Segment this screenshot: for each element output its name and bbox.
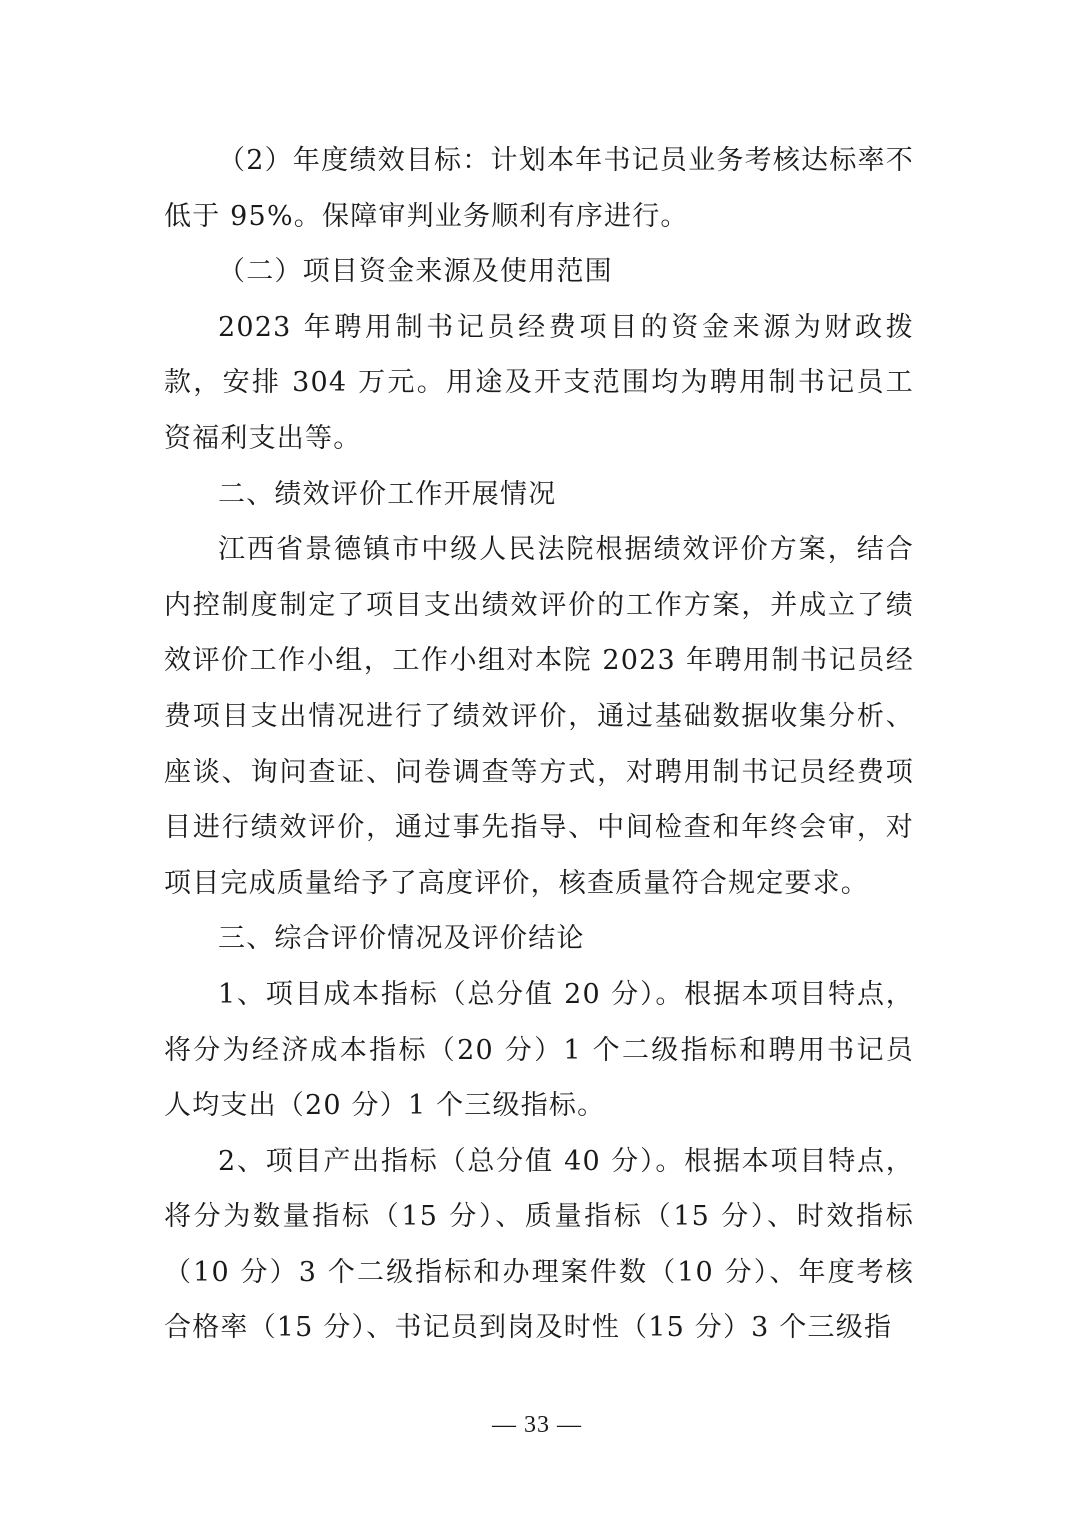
heading-evaluation-work: 二、绩效评价工作开展情况 [218,478,557,510]
paragraph-output-indicator: 2、项目产出指标（总分值 40 分）。根据本项目特点，将分为数量指标（15 分）、质量指标（15 分）、时效指标（10 分）3 个二级指标和办理案件数（10 分）、年度考核合格率（15 分）、书记员到岗及时性（15 分）3 个三级指 [164,1145,914,1344]
paragraph-fund-source: 2023 年聘用制书记员经费项目的资金来源为财政拨款，安排 304 万元。用途及开支范围均为聘用制书记员工资福利支出等。 [164,311,914,454]
document-body [164,133,914,1356]
heading-fund-source: （二）项目资金来源及使用范围 [218,256,613,288]
page-number: — 33 — [492,1412,582,1438]
paragraph-performance-target: （2）年度绩效目标：计划本年书记员业务考核达标率不低于 95%。保障审判业务顺利有序进行。 [164,145,914,232]
heading-comprehensive-evaluation: 三、综合评价情况及评价结论 [218,923,585,955]
paragraph-cost-indicator: 1、项目成本指标（总分值 20 分）。根据本项目特点，将分为经济成本指标（20 分）1 个二级指标和聘用书记员人均支出（20 分）1 个三级指标。 [164,978,914,1122]
paragraph-evaluation-work: 江西省景德镇市中级人民法院根据绩效评价方案，结合内控制度制定了项目支出绩效评价的工作方案，并成立了绩效评价工作小组，工作小组对本院 2023 年聘用制书记员经费项目支出情况进行了绩效评价，通过基础数据收集分析、座谈、询问查证、问卷调查等方式，对聘用制书记员经费项目进行绩效评价，通过事先指导、中间检查和年终会审，对项目完成质量给予了高度评价，核查质量符合规定要求。 [164,534,914,899]
